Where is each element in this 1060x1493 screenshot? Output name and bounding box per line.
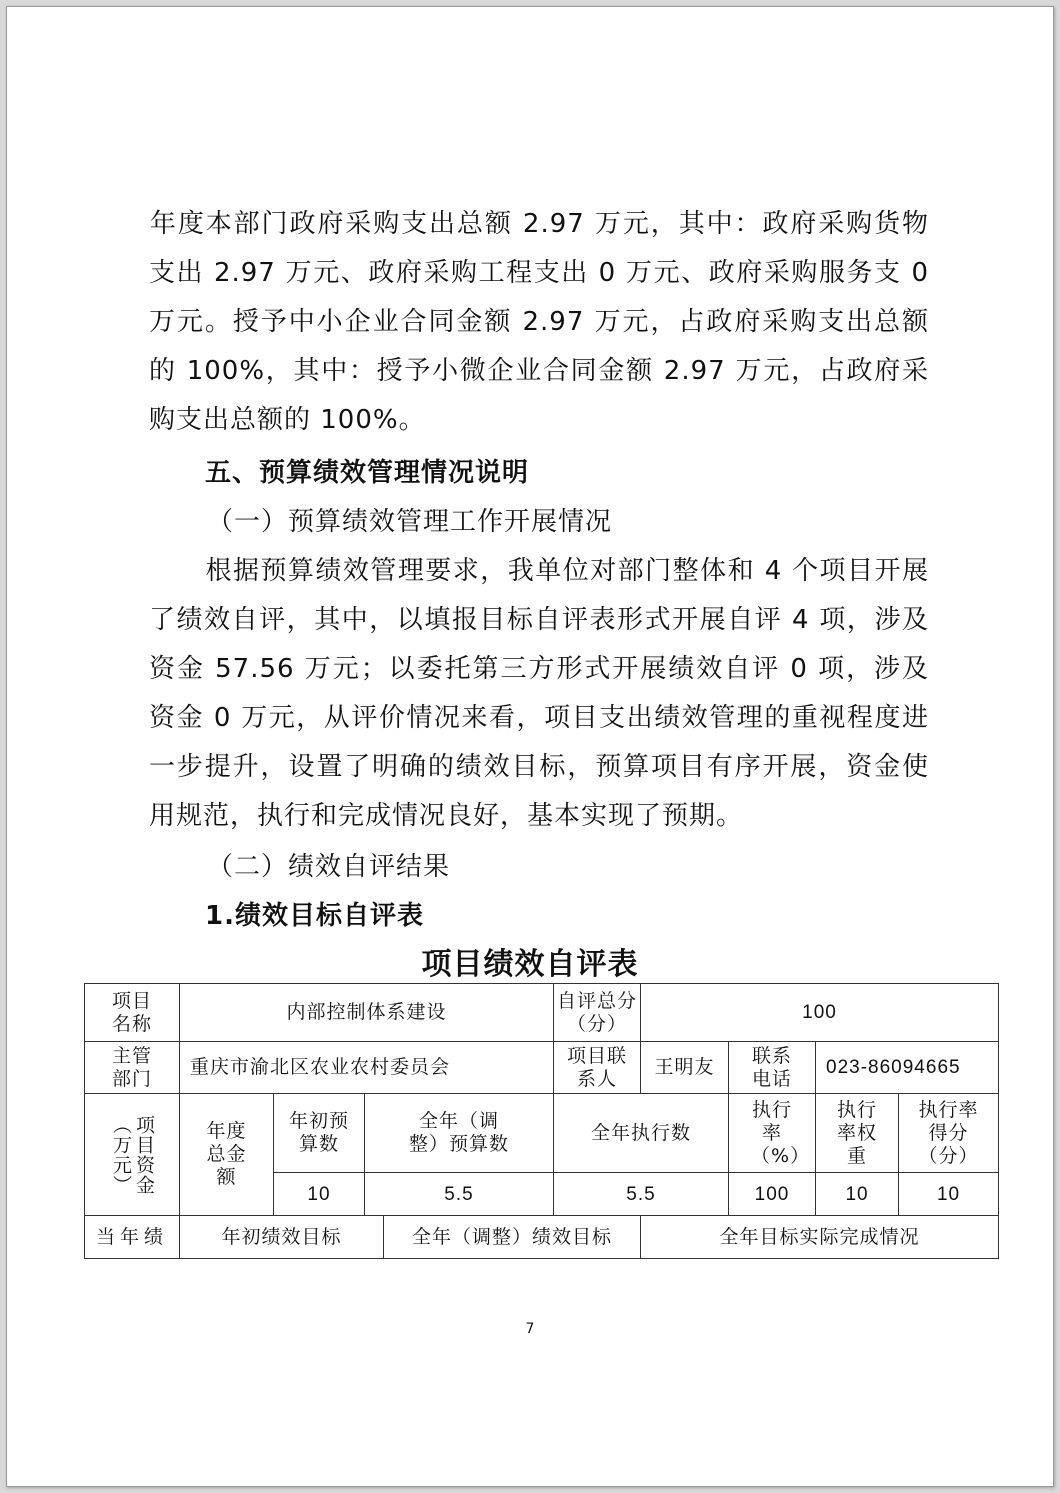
perf-label: 当年绩: [85, 1216, 180, 1259]
project-name-label: 项目名称: [85, 984, 180, 1042]
exec-rate: 100: [729, 1173, 816, 1216]
exec-rate-label: 执行率（%）: [729, 1094, 816, 1173]
subsection-heading-1: （一）预算绩效管理工作开展情况: [207, 507, 613, 537]
procurement-paragraph: 年度本部门政府采购支出总额 2.97 万元，其中：政府采购货物支出 2.97 万元、政府采购工程支出 0 万元、政府采购服务支 0 万元。授予中小企业合同金额 2.97 万元，占政府采购支出总额的 100%，其中：授予小微企业合同金额 2.97 万元，占政府采购支出总额的 100%。: [149, 209, 929, 435]
performance-paragraph: 根据预算绩效管理要求，我单位对部门整体和 4 个项目开展了绩效自评，其中，以填报目标自评表形式开展自评 4 项，涉及资金 57.56 万元；以委托第三方形式开展绩效自评 0 项，涉及资金 0 万元，从评价情况来看，项目支出绩效管理的重视程度进一步提升，设置了明确的绩效目标，预算项目有序开展，资金使用规范，执行和完成情况良好，基本实现了预期。: [149, 556, 929, 831]
adjusted-budget-label: 全年（调整）预算数: [365, 1094, 554, 1173]
self-score-label: 自评总分（分）: [554, 984, 641, 1042]
contact: 王明友: [641, 1042, 729, 1094]
initial-budget-label: 年初预算数: [274, 1094, 365, 1173]
adjusted-target-label: 全年（调整）绩效目标: [384, 1216, 641, 1259]
performance-table: [84, 983, 999, 1259]
adjusted-budget: 5.5: [365, 1173, 554, 1216]
section-heading-5: 五、预算绩效管理情况说明: [205, 458, 530, 488]
page-number: 7: [525, 1321, 535, 1337]
dept: 重庆市渝北区农业农村委员会: [180, 1042, 554, 1094]
table-row: [85, 1042, 999, 1094]
actual-label: 全年目标实际完成情况: [641, 1216, 999, 1259]
project-name: 内部控制体系建设: [180, 984, 554, 1042]
table-row: [85, 984, 999, 1042]
self-score: 100: [641, 984, 999, 1042]
table-title: 项目绩效自评表: [421, 947, 639, 982]
dept-label: 主管部门: [85, 1042, 180, 1094]
document-page: [6, 6, 1054, 1487]
subsection-heading-2: （二）绩效自评结果: [207, 852, 451, 882]
exec-score-label: 执行率得分（分）: [899, 1094, 999, 1173]
contact-label: 项目联系人: [554, 1042, 641, 1094]
executed-label: 全年执行数: [554, 1094, 729, 1173]
phone: 023-86094665: [816, 1042, 999, 1094]
table-row: [85, 1094, 999, 1173]
exec-weight: 10: [816, 1173, 899, 1216]
annual-total-label: 年度总金额: [180, 1094, 274, 1216]
phone-label: 联系电话: [729, 1042, 816, 1094]
initial-target-label: 年初绩效目标: [180, 1216, 384, 1259]
exec-score: 10: [899, 1173, 999, 1216]
subsection-heading-2-1: 1.绩效目标自评表: [205, 901, 424, 931]
table-row: [85, 1216, 999, 1259]
initial-budget: 10: [274, 1173, 365, 1216]
exec-weight-label: 执行率权重: [816, 1094, 899, 1173]
funds-label: 项目资金（万元）: [85, 1094, 180, 1216]
executed: 5.5: [554, 1173, 729, 1216]
